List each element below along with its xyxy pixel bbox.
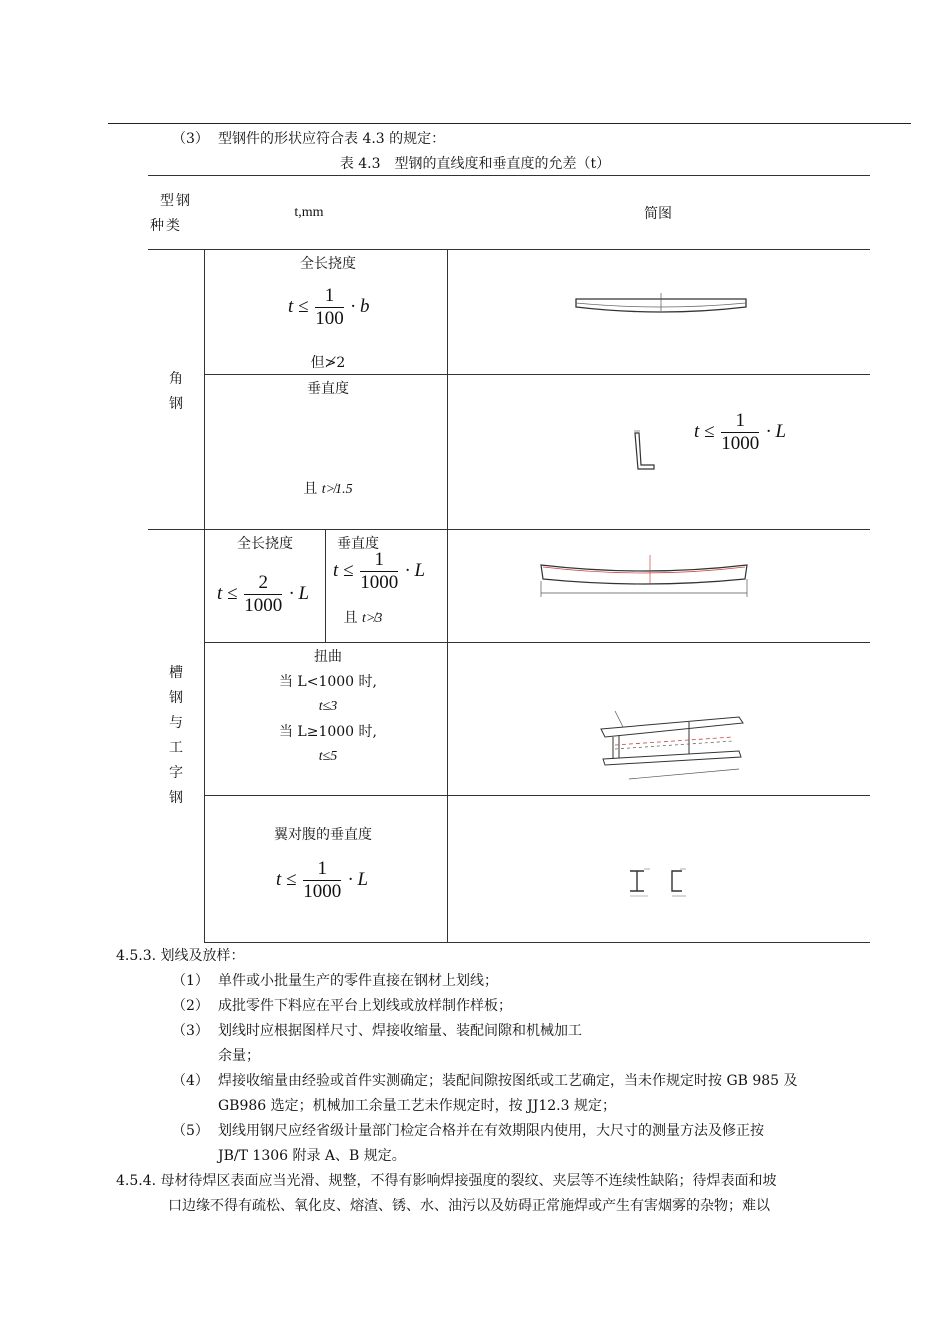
i-beam-section-icons [624, 865, 696, 901]
table-caption: 表 4.3 型钢的直线度和垂直度的允差（t） [339, 156, 611, 172]
item-1-text: 单件或小批量生产的零件直接在钢材上划线； [218, 973, 498, 989]
twist-line1: 当 L<1000 时, [278, 674, 377, 690]
channel-label-1: 槽 [169, 665, 183, 681]
item-1-number: （1） [172, 973, 209, 989]
angle-deflection-note: 但≯2 [310, 355, 346, 371]
item-4-text: 焊接收缩量由经验或首件实测确定；装配间隙按图纸或工艺确定，当未作规定时按 GB 985 及 [218, 1073, 798, 1089]
item-2-text: 成批零件下料应在平台上划线或放样制作样板； [218, 998, 512, 1014]
channel-vertical-note: 且 t≯3 [343, 610, 383, 626]
channel-label-6: 钢 [169, 790, 183, 806]
channel-label-3: 与 [169, 715, 183, 731]
flange-web-title: 翼对腹的垂直度 [274, 827, 372, 843]
channel-label-4: 工 [169, 740, 183, 756]
para-454-line2: 口边缘不得有疏松、氧化皮、熔渣、锈、水、油污以及妨碍正常施焊或产生有害烟雾的杂物；难以 [168, 1198, 770, 1214]
twist-line3: 当 L≥1000 时, [278, 724, 377, 740]
angle-vertical-formula: t ≤ $\frac{1}{1000}$ · L [694, 410, 787, 454]
channel-label-5: 字 [169, 765, 183, 781]
twist-line2: t≤3 [318, 699, 338, 714]
item-5-text: 划线用钢尺应经省级计量部门检定合格并在有效期限内使用，大尺寸的测量方法及修正按 [218, 1123, 764, 1139]
angle-steel-label-1: 角 [169, 371, 183, 387]
channel-label-2: 钢 [169, 690, 183, 706]
section-heading: 4.5.3. 划线及放样： [116, 948, 245, 964]
item-3-text-cont: 余量； [218, 1048, 260, 1064]
twist-title: 扭曲 [314, 649, 342, 665]
tolerance-table [148, 175, 870, 942]
intro-number: （3） [172, 131, 209, 147]
angle-section-icon [630, 427, 660, 473]
twist-line4: t≤5 [318, 749, 338, 764]
item-4-text-cont: GB986 选定；机械加工余量工艺未作规定时，按 JJ12.3 规定； [218, 1098, 616, 1114]
angle-deflection-formula: t ≤ $\frac{1}{100}$ · b [288, 285, 370, 329]
item-3-text: 划线时应根据图样尺寸、焊接收缩量、装配间隙和机械加工 [218, 1023, 582, 1039]
channel-vertical-formula: t ≤ $\frac{1}{1000}$ · L [333, 549, 426, 593]
angle-steel-label-2: 钢 [169, 396, 183, 412]
item-5-number: （5） [172, 1123, 209, 1139]
header-type-line2: 种类 [150, 218, 182, 234]
twisted-beam-diagram [593, 707, 753, 787]
channel-deflection-title: 全长挠度 [237, 536, 293, 552]
item-3-number: （3） [172, 1023, 209, 1039]
para-454-line1: 4.5.4. 母材待焊区表面应当光滑、规整，不得有影响焊接强度的裂纹、夹层等不连续性缺陷；待焊表面和坡 [116, 1173, 777, 1189]
channel-deflection-formula: t ≤ $\frac{2}{1000}$ · L [217, 572, 310, 616]
channel-bent-diagram [533, 553, 755, 603]
item-5-text-cont: JB/T 1306 附录 A、B 规定。 [218, 1148, 406, 1164]
header-diagram: 简图 [644, 206, 672, 222]
angle-vertical-note: 且 t≯1.5 [303, 481, 353, 497]
header-t-mm: t,mm [294, 205, 324, 220]
channel-vertical-title: 垂直度 [337, 536, 379, 552]
item-4-number: （4） [172, 1073, 209, 1089]
angle-deflection-title: 全长挠度 [300, 256, 356, 272]
header-type-line1: 型钢 [160, 193, 192, 209]
intro-text: 型钢件的形状应符合表 4.3 的规定： [218, 131, 446, 147]
header-rule [108, 123, 911, 124]
angle-vertical-title: 垂直度 [307, 381, 349, 397]
item-2-number: （2） [172, 998, 209, 1014]
flange-web-formula: t ≤ $\frac{1}{1000}$ · L [276, 858, 369, 902]
bent-bar-diagram [568, 285, 758, 325]
